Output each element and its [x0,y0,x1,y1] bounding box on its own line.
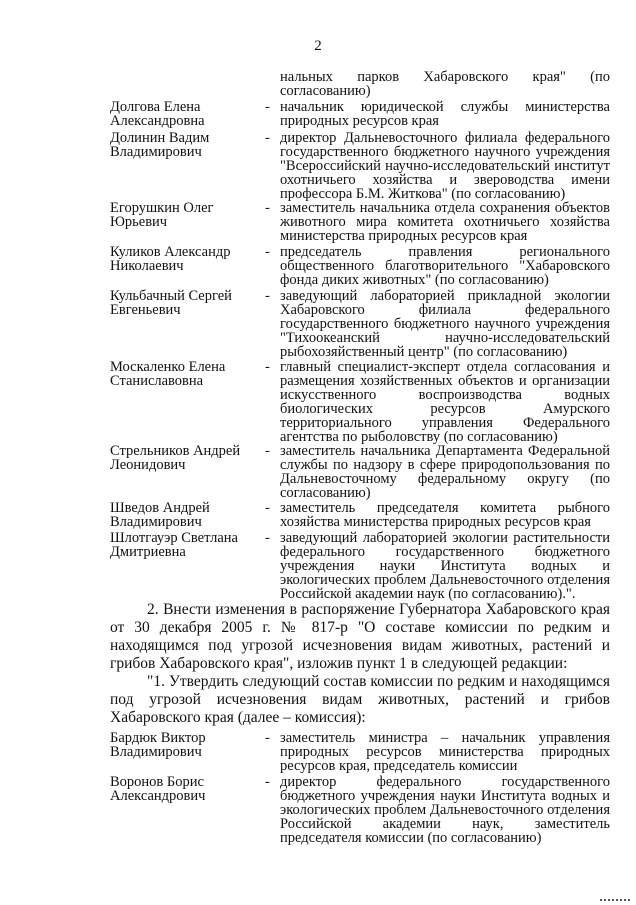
member-name: Стрельников Андрей Леонидович [110,443,241,473]
member-position: заместитель министра – начальник управления природных ресурсов министерства природных ресурсов края, председатель комиссии [280,730,610,774]
dash-separator: - [265,774,270,790]
member-position: председатель правления регионального общественного благотворительного "Хабаровского фонда диких животных" (по согласованию) [280,244,610,288]
member-position: начальник юридической службы министерства природных ресурсов края [280,99,610,129]
member-position: заведующий лабораторией прикладной экологии Хабаровского филиала федерального государственного бюджетного научного учреждения "Тихоокеанский научно-исследовательский рыбохозяйственный центр" (по согласованию) [280,288,610,360]
member-name: Кульбачный Сергей Евгеньевич [110,288,232,318]
member-position: заместитель председателя комитета рыбного хозяйства министерства природных ресурсов края [280,500,610,530]
dash-separator: - [265,500,270,516]
dash-separator: - [265,288,270,304]
member-position: заведующий лабораторией экологии растительности федерального государственного бюджетного учреждения науки Института водных и экологических проблем Дальневосточного отделения Российской академии наук (по согласованию).". [280,530,610,602]
member-position: главный специалист-эксперт отдела согласования и размещения хозяйственных объектов и организации искусственного воспроизводства водных биологических ресурсов Амурского территориального управления Федерального агентства по рыболовству (по согласованию) [280,359,610,445]
dash-separator: - [265,530,270,546]
member-position: директор Дальневосточного филиала федерального государственного бюджетного научного учреждения "Всероссийский научно-исследовательский институт охотничьего хозяйства и звероводства имени профессора Б.М. Житкова" (по согласованию) [280,130,610,202]
member-name: Москаленко Елена Станиславовна [110,359,226,389]
continuation-text: нальных парков Хабаровского края" (по согласованию) [280,69,610,99]
member-name: Шлотгауэр Светлана Дмитриевна [110,530,238,560]
member-name: Долинин Вадим Владимирович [110,130,210,160]
member-position: директор федерального государственного бюджетного учреждения науки Института водных и экологических проблем Дальневосточного отделения Российской академии наук, заместитель председателя комиссии (по согласованию) [280,774,610,846]
member-name: Воронов Борис Александрович [110,774,206,804]
dash-separator: - [265,730,270,746]
dash-separator: - [265,200,270,216]
member-name: Егорушкин Олег Юрьевич [110,200,214,230]
dash-separator: - [265,443,270,459]
member-name: Шведов Андрей Владимирович [110,500,210,530]
dash-separator: - [265,130,270,146]
member-name: Бардюк Виктор Владимирович [110,730,206,760]
paragraph-2: 2. Внести изменения в распоряжение Губернатора Хабаровского края от 30 декабря 2005 г. № 817-р "О составе комиссии по редким и находящимся под угрозой исчезновения видам животных, растений и грибов Хабаровского края", изложив пункт 1 в следующей редакции: [110,601,610,672]
dash-separator: - [265,359,270,375]
dash-separator: - [265,244,270,260]
member-name: Куликов Александр Николаевич [110,244,231,274]
member-position: заместитель начальника Департамента Федеральной службы по надзору в сфере природопользования по Дальневосточному федеральному округу (по согласованию) [280,443,610,501]
scan-edge-mark [600,893,630,901]
paragraph-3: "1. Утвердить следующий состав комиссии по редким и находящимся под угрозой исчезновения видам животных, растений и грибов Хабаровского края (далее – комиссия): [110,673,610,726]
member-name: Долгова Елена Александровна [110,99,205,129]
page-number: 2 [314,38,322,54]
dash-separator: - [265,99,270,115]
member-position: заместитель начальника отдела сохранения объектов животного мира комитета охотничьего хозяйства министерства природных ресурсов края [280,200,610,244]
